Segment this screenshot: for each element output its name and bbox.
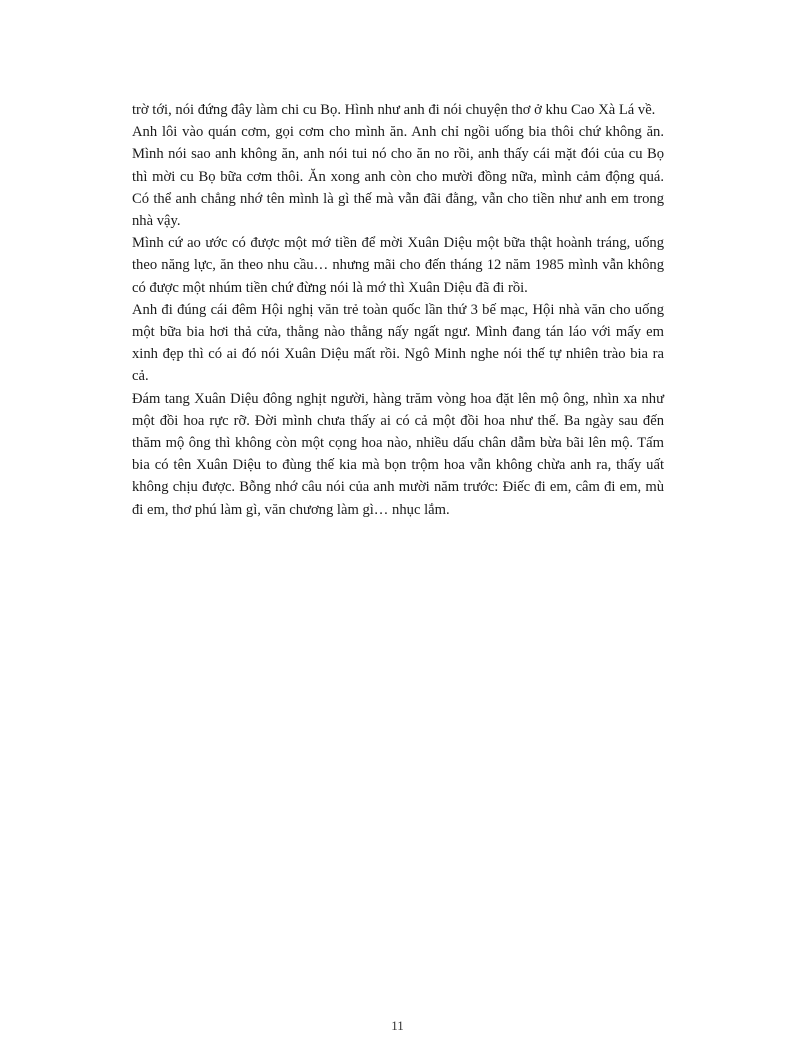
paragraph: trờ tới, nói đứng đây làm chi cu Bọ. Hình như anh đi nói chuyện thơ ở khu Cao Xà Lá về. [132, 102, 656, 118]
paragraph: Anh đi đúng cái đêm Hội nghị văn trẻ toàn quốc lần thứ 3 bế mạc, Hội nhà văn cho uống một bữa bia hơi thả cửa, thằng nào thằng nấy ngất ngư. Mình đang tán láo với mấy em xinh đẹp thì có ai đó nói Xuân Diệu mất rồi. Ngô Minh nghe nói thế tự nhiên trào bia ra cả. [132, 301, 664, 385]
paragraph: Mình cứ ao ước có được một mớ tiền để mời Xuân Diệu một bữa thật hoành tráng, uống theo năng lực, ăn theo nhu cầu… nhưng mãi cho đến tháng 12 năm 1985 mình vẫn không có được một nhúm tiền chứ đừng nói là mớ thì Xuân Diệu đã đi rồi. [132, 235, 664, 296]
paragraph: Đám tang Xuân Diệu đông nghịt người, hàng trăm vòng hoa đặt lên mộ ông, nhìn xa như một đồi hoa rực rỡ. Đời mình chưa thấy ai có cả một đồi hoa như thế. Ba ngày sau đến thăm mộ ông thì không còn một cọng hoa nào, nhiều dấu chân dẫm bừa bãi lên mộ. Tấm bia có tên Xuân Diệu to đùng thế kia mà bọn trộm hoa vẫn không chừa anh ra, thấy uất không chịu được. Bỗng nhớ câu nói của anh mười năm trước: Điếc đi em, câm đi em, mù đi em, thơ phú làm gì, văn chương làm gì… nhục lắm. [132, 390, 664, 518]
body-text [132, 99, 664, 521]
page-number: 11 [391, 1018, 404, 1033]
paragraph: Anh lôi vào quán cơm, gọi cơm cho mình ăn. Anh chỉ ngồi uống bia thôi chứ không ăn. Mình nói sao anh không ăn, anh nói tui nó cho ăn no rồi, anh thấy cái mặt đói của cu Bọ thì mời cu Bọ bữa cơm thôi. Ăn xong anh còn cho mười đồng nữa, mình cảm động quá. Có thể anh chẳng nhớ tên mình là gì thế mà vẫn đãi đằng, vẫn cho tiền như anh em trong nhà vậy. [132, 124, 664, 230]
